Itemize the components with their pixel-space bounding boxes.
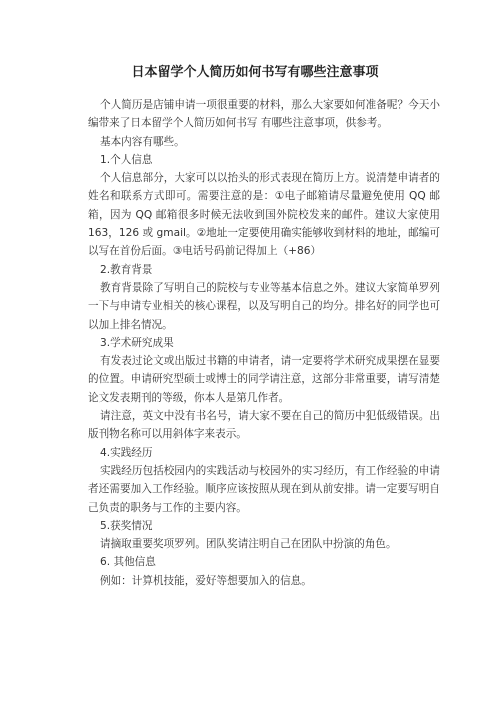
paragraph-personal-info: 个人信息部分，大家可以以抬头的形式表现在简历上方。说清楚申请者的姓名和联系方式即可。需要注意的是：①电子邮箱请尽量避免使用 QQ 邮箱，因为 QQ 邮箱很多时候无法收到国外院校发来的邮件。建议大家使用 163，126 或 gmail。②地址一定要使用确实能够收到材料的地址，邮编可以写在首份后面。③电话号码前记得加上（+86）	[88, 172, 440, 258]
section-heading-other: 6. 其他信息	[100, 556, 156, 569]
page-title: 日本留学个人简历如何书写有哪些注意事项	[131, 65, 379, 80]
paragraph-experience: 实践经历包括校园内的实践活动与校园外的实习经历，有工作经验的申请者还需要加入工作经验。顺序应该按照从现在到从前安排。请一定要写明自己负责的职务与工作的主要内容。	[88, 464, 440, 514]
paragraph-research-note: 请注意，英文中没有书名号，请大家不要在自己的简历中犯低级错误。出版刊物名称可以用斜体字来表示。	[88, 410, 440, 441]
section-heading-basic: 基本内容有哪些。	[100, 135, 185, 148]
paragraph-education: 教育背景除了写明自己的院校与专业等基本信息之外。建议大家简单罗列一下与申请专业相关的核心课程，以及写明自己的均分。排名好的同学也可以加上排名情况。	[88, 281, 440, 331]
section-heading-research: 3.学术研究成果	[100, 336, 174, 349]
paragraph-research: 有发表过论文或出版过书籍的申请者，请一定要将学术研究成果摆在显要的位置。申请研究型硕士或博士的同学请注意，这部分非常重要，请写清楚论文发表期刊的等级，你本人是第几作者。	[88, 355, 440, 404]
section-heading-personal-info: 1.个人信息	[100, 153, 153, 166]
section-heading-education: 2.教育背景	[100, 263, 153, 276]
intro-paragraph: 个人简历是店铺申请一项很重要的材料，那么大家要如何准备呢？今天小编带来了日本留学个人简历如何书写 有哪些注意事项，供参考。	[88, 99, 440, 130]
section-heading-awards: 5.获奖情况	[100, 519, 153, 532]
paragraph-other: 例如：计算机技能，爱好等想要加入的信息。	[100, 574, 312, 587]
paragraph-awards: 请摘取重要奖项罗列。团队奖请注明自己在团队中扮演的角色。	[100, 538, 397, 551]
section-heading-experience: 4.实践经历	[100, 446, 153, 459]
